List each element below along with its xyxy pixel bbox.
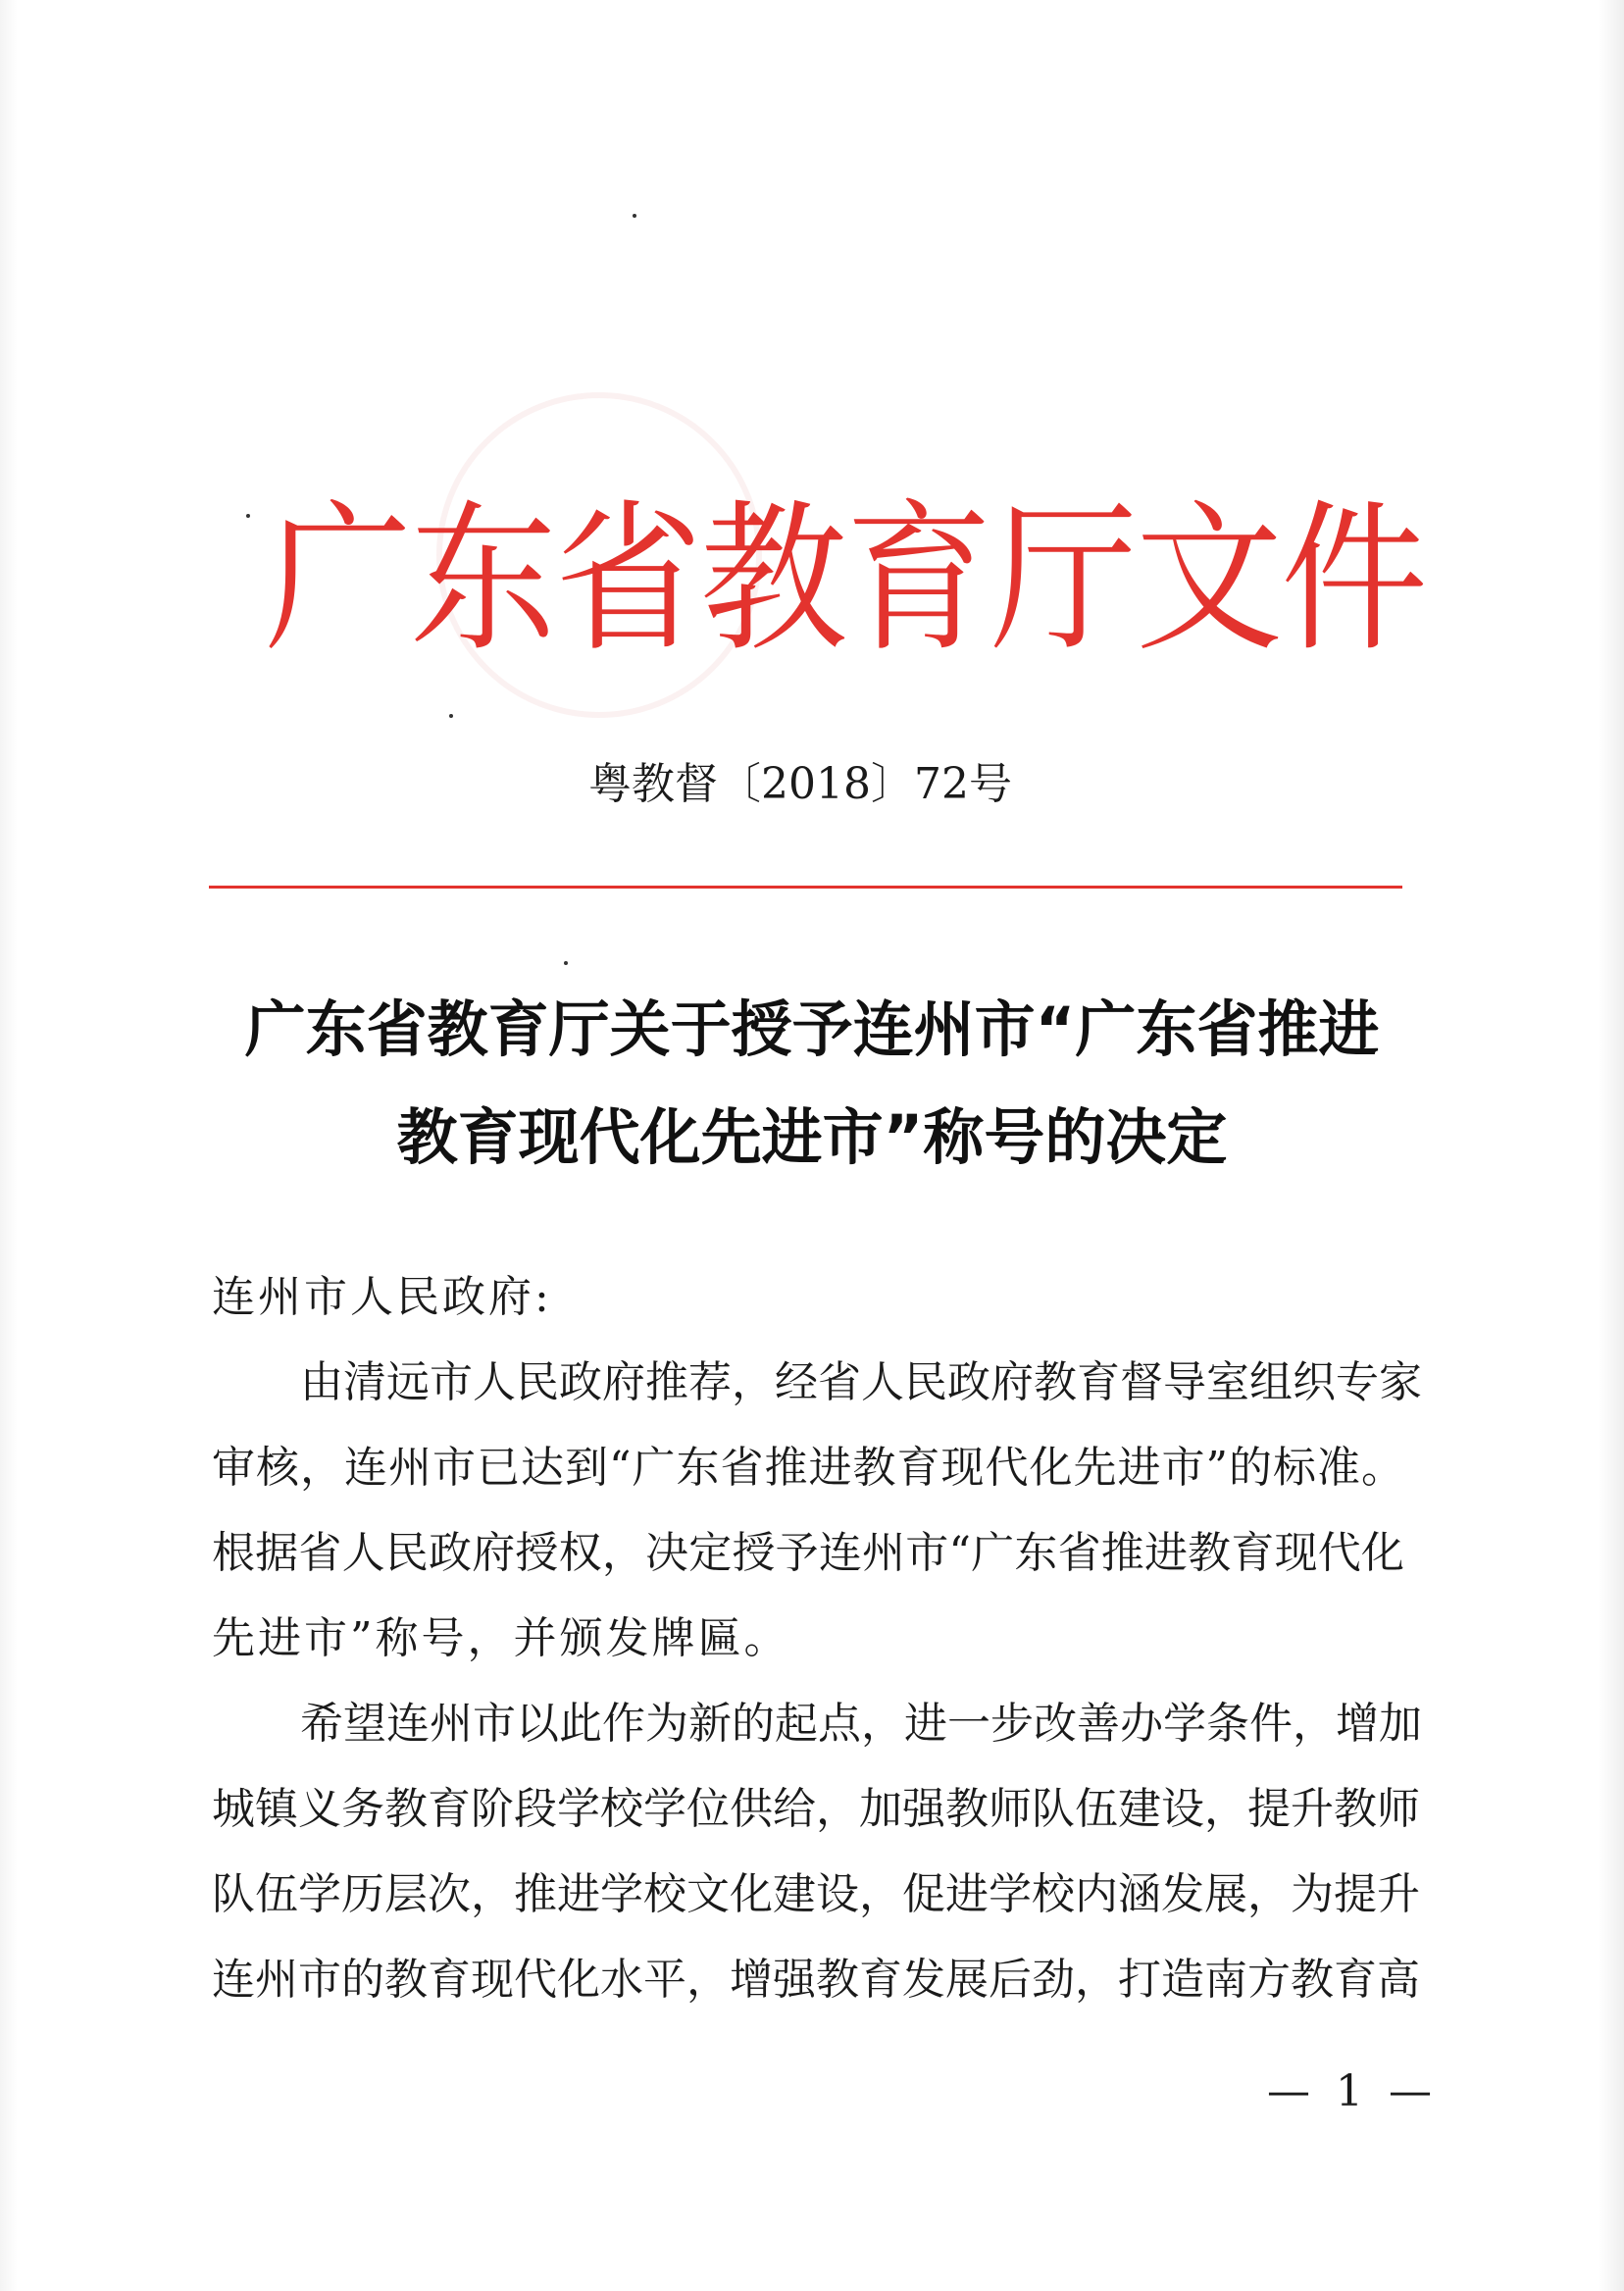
paragraph-1-line-3: 根据省人民政府授权，决定授予连州市“广东省推进教育现代化	[212, 1528, 1404, 1578]
paragraph-2-line-2: 城镇义务教育阶段学校学位供给，加强教师队伍建设，提升教师	[212, 1784, 1420, 1834]
salutation: 连州市人民政府:	[212, 1272, 552, 1322]
red-separator-line	[209, 886, 1402, 889]
paragraph-1-line-2: 审核，连州市已达到“广东省推进教育现代化先进市”的标准。	[212, 1443, 1404, 1493]
scan-speck	[246, 514, 250, 518]
paragraph-2-line-1: 希望连州市以此作为新的起点，进一步改善办学条件，增加	[300, 1699, 1422, 1749]
issuer-header-title: 广东省教育厅文件	[265, 485, 1427, 675]
paragraph-1-line-1: 由清远市人民政府推荐，经省人民政府教育督导室组织专家	[300, 1357, 1422, 1407]
scan-speck	[633, 214, 636, 218]
page-number: — 1 —	[1267, 2066, 1438, 2116]
scan-speck	[564, 961, 568, 965]
document-number: 粤教督〔2018〕72号	[588, 759, 1012, 809]
document-title-line-2: 教育现代化先进市”称号的决定	[396, 1101, 1228, 1173]
scan-speck	[449, 714, 453, 718]
paragraph-2-line-3: 队伍学历层次，推进学校文化建设，促进学校内涵发展，为提升	[212, 1869, 1420, 1919]
paragraph-2-line-4: 连州市的教育现代化水平，增强教育发展后劲，打造南方教育高	[212, 1955, 1420, 2005]
document-title-line-1: 广东省教育厅关于授予连州市“广东省推进	[244, 993, 1380, 1065]
paragraph-1-line-4: 先进市”称号，并颁发牌匾。	[212, 1613, 790, 1663]
